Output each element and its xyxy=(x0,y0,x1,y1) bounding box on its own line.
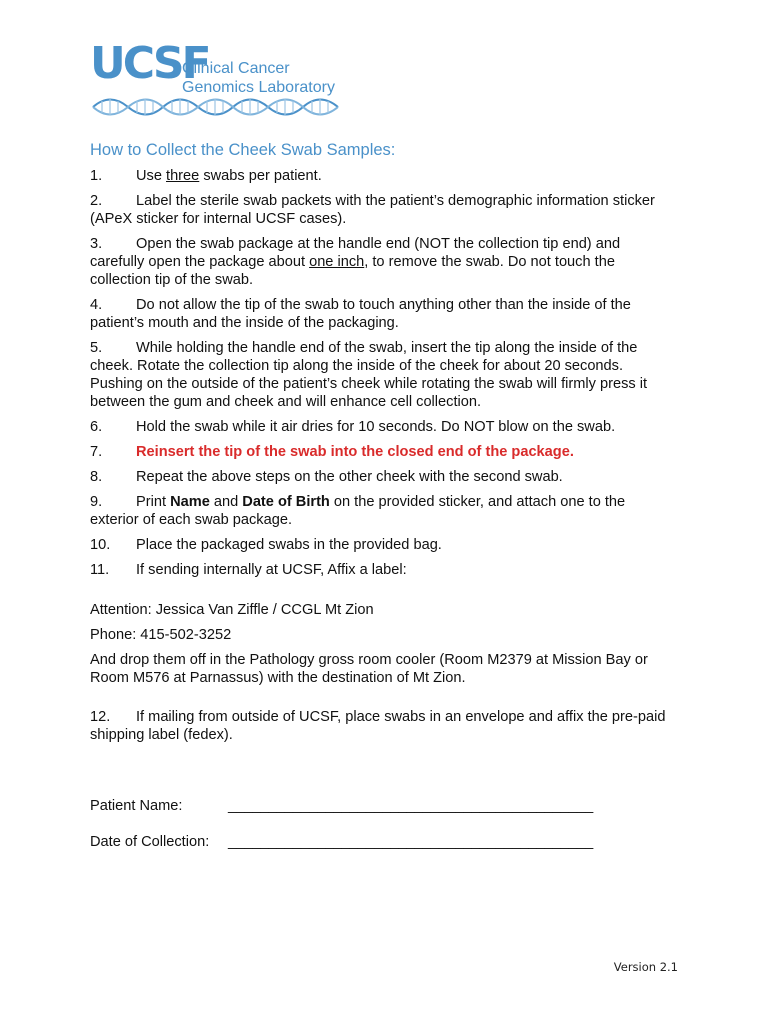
step-4: 4. Do not allow the tip of the swab to touch anything other than the inside of the patient’s mouth and the inside of the packaging. xyxy=(90,297,631,331)
dropoff-instructions: And drop them off in the Pathology gross room cooler (Room M2379 at Mission Bay or Room M576 at Parnassus) with the destination of Mt Zion. xyxy=(90,652,648,686)
step-12: 12. If mailing from outside of UCSF, place swabs in an envelope and affix the pre-paid shipping label (fedex). xyxy=(90,709,666,743)
patient-name-field xyxy=(90,797,690,815)
version-label: Version 2.1 xyxy=(613,960,678,974)
step-5: 5. While holding the handle end of the swab, insert the tip along the inside of the cheek. Rotate the collection tip along the inside of the cheek for about 20 seconds. Pushing on the outside of the patient’s cheek while rotating the swab will firmly press it between the gum and cheek and will enhance cell collection. xyxy=(90,340,648,410)
logo-line-2: Genomics Laboratory xyxy=(182,79,335,96)
ucsf-ccgl-logo xyxy=(88,38,358,126)
step-7: 7. Reinsert the tip of the swab into the closed end of the package. xyxy=(90,444,574,460)
date-of-collection-field xyxy=(90,833,690,851)
emphasis-one-inch: one inch xyxy=(309,254,365,270)
patient-name-label: Patient Name: xyxy=(90,798,183,814)
logo-wordmark: UCSF xyxy=(90,38,209,89)
step-6: 6. Hold the swab while it air dries for 10 seconds. Do NOT blow on the swab. xyxy=(90,419,616,435)
date-of-collection-label: Date of Collection: xyxy=(90,834,210,850)
step-8: 8. Repeat the above steps on the other cheek with the second swab. xyxy=(90,469,563,485)
dna-helix-icon xyxy=(88,92,358,122)
reinsert-warning: Reinsert the tip of the swab into the closed end of the package. xyxy=(136,444,574,460)
step-10: 10. Place the packaged swabs in the provided bag. xyxy=(90,537,442,553)
instruction-list xyxy=(90,167,672,586)
step-1: 1. Use three swabs per patient. xyxy=(90,168,322,184)
attention-line: Attention: Jessica Van Ziffle / CCGL Mt Zion xyxy=(90,602,374,618)
step-3: 3. Open the swab package at the handle end (NOT the collection tip end) and carefully open the package about one inch, to remove the swab. Do not touch the collection tip of the swab. xyxy=(90,236,621,288)
phone-line: Phone: 415-502-3252 xyxy=(90,627,232,643)
page-title: How to Collect the Cheek Swab Samples: xyxy=(90,141,396,159)
patient-name-line[interactable]: _____________________________________________ xyxy=(228,798,594,814)
step-2: 2. Label the sterile swab packets with the patient’s demographic information sticker (APeX sticker for internal UCSF cases). xyxy=(90,193,655,227)
date-of-collection-line[interactable]: _____________________________________________ xyxy=(228,834,594,850)
logo-line-1: Clinical Cancer xyxy=(182,60,290,77)
step-11: 11. If sending internally at UCSF, Affix a label: xyxy=(90,562,407,578)
emphasis-three: three xyxy=(166,168,200,184)
contact-block xyxy=(90,601,672,694)
step-9: 9. Print Name and Date of Birth on the provided sticker, and attach one to the exterior of each swab package. xyxy=(90,494,626,528)
